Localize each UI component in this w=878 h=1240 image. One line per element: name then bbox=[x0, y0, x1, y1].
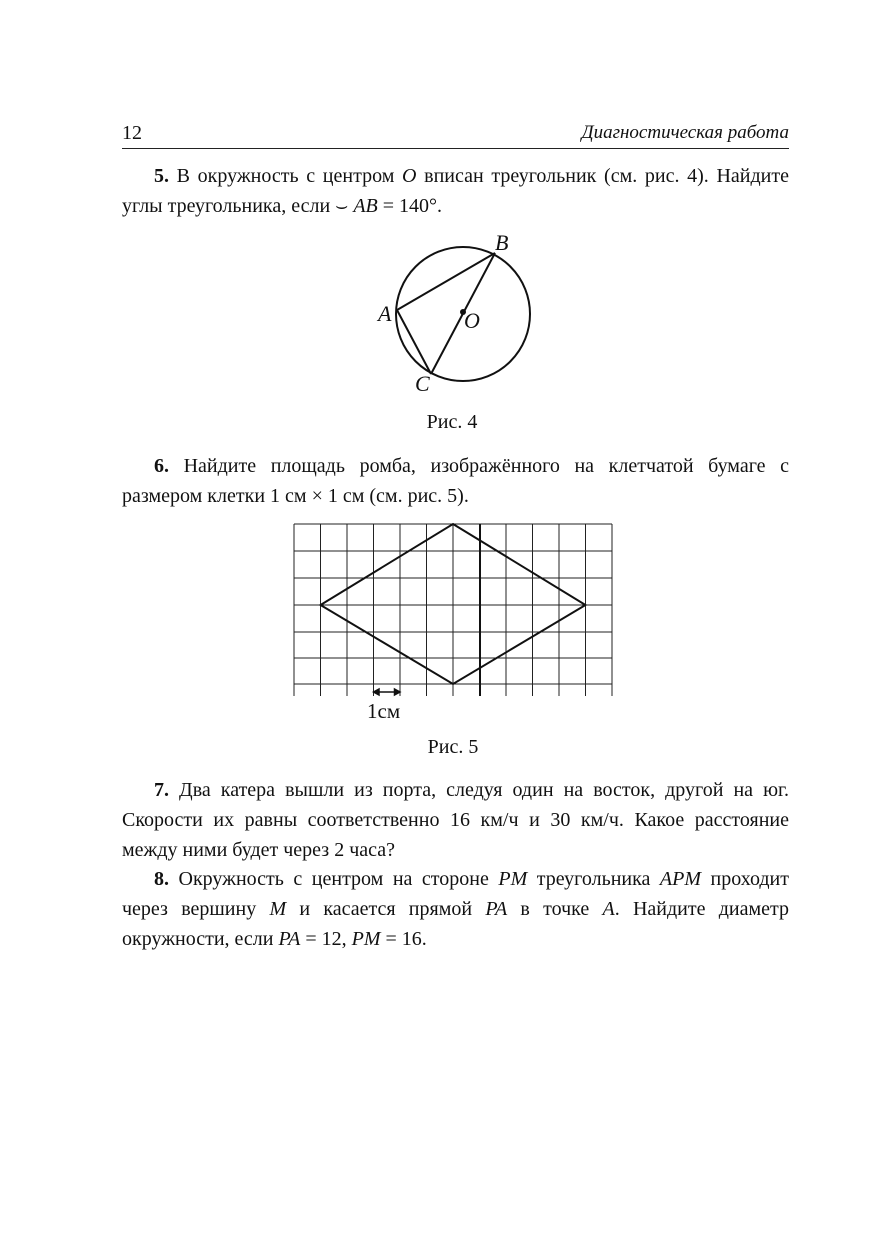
problem-5-number: 5. bbox=[154, 165, 169, 187]
page-number: 12 bbox=[122, 122, 142, 144]
label-C: C bbox=[415, 371, 430, 396]
figure-4-circle bbox=[370, 228, 550, 398]
problem-6-text: 6. Найдите площадь ромба, изображённого на клетчатой бумаге с размером клетки 1 см × 1 см (см. рис. 5). bbox=[122, 455, 789, 507]
scale-arrow bbox=[374, 689, 401, 695]
scale-label: 1см bbox=[367, 699, 401, 723]
grid-lines bbox=[294, 524, 612, 696]
problem-8-number: 8. bbox=[154, 868, 169, 890]
problem-5-text: 5. В окружность с центром O вписан треугольник (см. рис. 4). Найдите углы треугольника, если ⌣ AB = 140°. bbox=[122, 165, 789, 217]
figure-5-grid bbox=[294, 524, 614, 724]
problem-6-number: 6. bbox=[154, 455, 169, 477]
problem-7-text: 7. Два катера вышли из порта, следуя один на восток, другой на юг. Скорости их равны соответственно 16 км/ч и 30 км/ч. Какое расстояние между ними будет через 2 часа? bbox=[122, 779, 789, 861]
arc-symbol: ⌣ bbox=[335, 195, 349, 217]
label-A: A bbox=[378, 301, 392, 326]
label-B: B bbox=[495, 230, 509, 255]
figure-4-caption: Рис. 4 bbox=[426, 411, 478, 433]
running-title: Диагностическая работа bbox=[581, 122, 789, 143]
problem-7-number: 7. bbox=[154, 779, 169, 801]
problem-8-text: 8. Окружность с центром на стороне PM треугольника APM проходит через вершину M и касается прямой PA в точке A. Найдите диаметр окружности, если PA = 12, PM = 16. bbox=[122, 868, 790, 950]
page-header bbox=[122, 120, 789, 149]
figure-5-caption: Рис. 5 bbox=[427, 736, 479, 758]
label-O: O bbox=[464, 308, 480, 333]
